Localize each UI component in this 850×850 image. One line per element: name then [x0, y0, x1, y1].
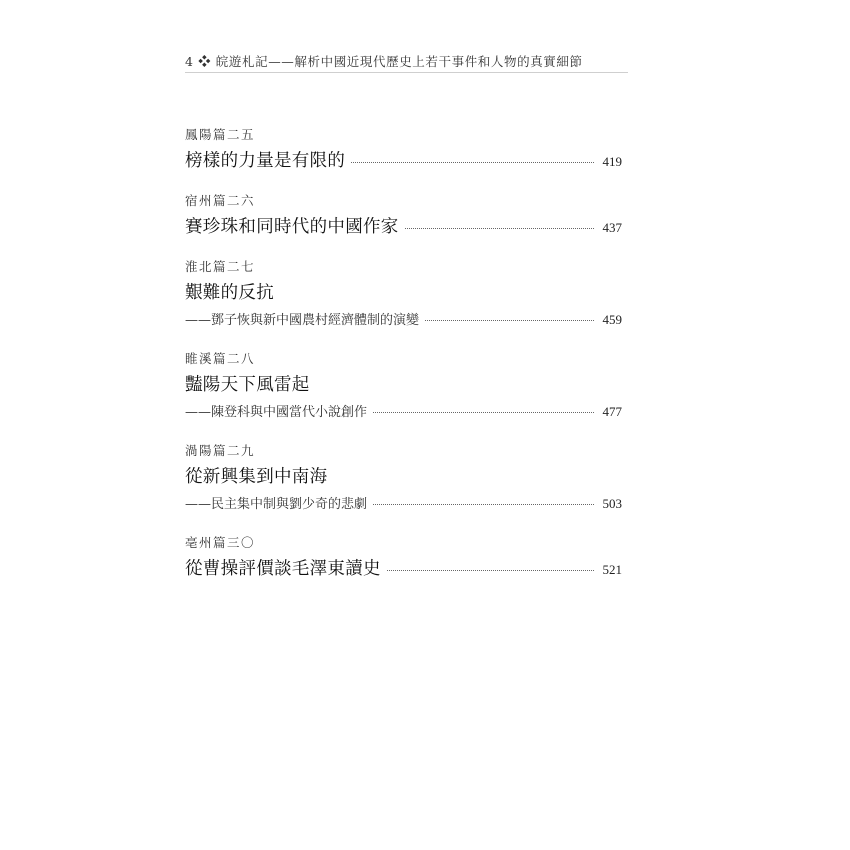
toc-title: 榜樣的力量是有限的 — [185, 151, 346, 171]
dot-leader — [373, 504, 594, 505]
page-number: 503 — [602, 496, 622, 511]
toc-entry — [185, 192, 622, 241]
section-label: 宿州篇二六 — [185, 193, 256, 208]
toc-entry — [185, 534, 622, 583]
section-label: 淮北篇二七 — [185, 259, 256, 274]
section-label: 渦陽篇二九 — [185, 443, 256, 458]
dot-leader — [405, 228, 594, 229]
page-number: 459 — [602, 312, 622, 327]
section-label: 睢溪篇二八 — [185, 351, 256, 366]
running-header: 4 ❖ 皖遊札記——解析中國近現代歷史上若干事件和人物的真實細節 — [185, 54, 583, 69]
toc-entry — [185, 126, 622, 175]
toc-entry — [185, 350, 622, 425]
toc-entry — [185, 258, 622, 333]
page-number: 419 — [602, 154, 622, 169]
toc-subtitle: ——民主集中制與劉少奇的悲劇 — [185, 497, 368, 512]
dot-leader — [351, 162, 594, 163]
page-number: 437 — [602, 220, 622, 235]
dot-leader — [387, 570, 594, 571]
dot-leader — [425, 320, 594, 321]
toc-subtitle: ——鄧子恢與新中國農村經濟體制的演變 — [185, 313, 420, 328]
toc-subtitle-line[interactable] — [185, 309, 622, 333]
table-of-contents — [185, 126, 622, 600]
toc-title-line[interactable] — [185, 555, 622, 583]
toc-subtitle-line[interactable] — [185, 493, 622, 517]
toc-subtitle-line[interactable] — [185, 401, 622, 425]
toc-title-line[interactable] — [185, 213, 622, 241]
toc-title: 賽珍珠和同時代的中國作家 — [185, 217, 399, 237]
toc-entry — [185, 442, 622, 517]
page-number: 477 — [602, 404, 622, 419]
page-number: 521 — [602, 562, 622, 577]
header-rule — [185, 72, 628, 73]
toc-subtitle: ——陳登科與中國當代小說創作 — [185, 405, 368, 420]
section-label: 亳州篇三〇 — [185, 535, 256, 550]
dot-leader — [373, 412, 594, 413]
section-label: 鳳陽篇二五 — [185, 127, 256, 142]
toc-title: 艱難的反抗 — [185, 283, 274, 303]
toc-title: 豔陽天下風雷起 — [185, 375, 310, 395]
toc-title-line[interactable] — [185, 147, 622, 175]
toc-title: 從新興集到中南海 — [185, 467, 328, 487]
toc-title: 從曹操評價談毛澤東讀史 — [185, 559, 381, 579]
